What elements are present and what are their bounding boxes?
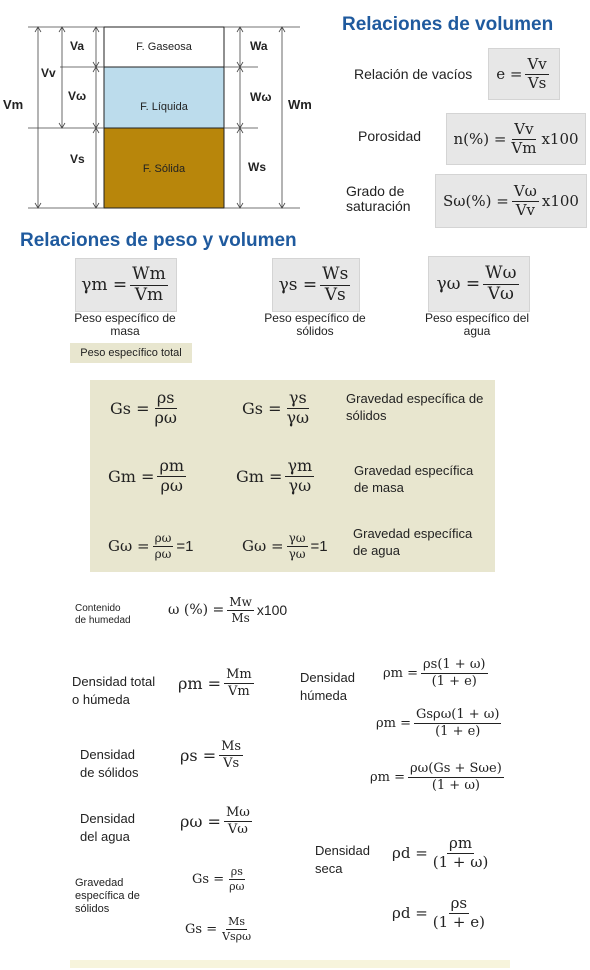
porosity-label: Porosidad (358, 128, 422, 144)
moisture-label-line1: Contenido (75, 603, 121, 614)
wa-label: Wa (250, 39, 268, 53)
vm-label: Vm (3, 97, 24, 112)
solids-density-label-line1: Densidad (80, 747, 135, 762)
gm-density-denominator: ρω (160, 475, 183, 495)
gm-weight-denominator: γω (288, 475, 312, 495)
gravity-solids-denominator-1: ρω (229, 879, 245, 893)
moisture-label (75, 603, 131, 627)
dry-density-label-line1: Densidad (315, 843, 370, 858)
gm-weight-formula (236, 458, 317, 495)
total-density-denominator: Vm (228, 683, 250, 699)
unit-weight-mass-lhs: γm = (81, 275, 128, 295)
specific-gravity-panel (90, 380, 495, 572)
total-density-formula (178, 668, 257, 698)
unit-weight-solids-lhs: γs = (278, 275, 318, 295)
bottom-highlight-strip (70, 960, 510, 968)
wet-density-denominator-1: (1 + e) (431, 673, 477, 689)
water-density-numerator: Mω (225, 805, 250, 820)
gm-weight-numerator: γm (287, 456, 313, 475)
dry-density-label (315, 842, 370, 878)
moisture-numerator: Mw (229, 595, 252, 609)
gm-density-numerator: ρm (159, 456, 185, 475)
ws-label: Ws (248, 160, 266, 174)
unit-weight-solids-formula (272, 258, 360, 312)
dry-density-numerator-1: ρm (449, 834, 473, 852)
wet-density-label-line1: Densidad (300, 670, 355, 685)
dry-density-lhs-1: ρd = (392, 844, 428, 863)
gravity-solids-lhs-1: Gs = (192, 871, 225, 887)
wet-density-label (300, 669, 355, 705)
weight-volume-title: Relaciones de peso y volumen (20, 230, 297, 251)
unit-weight-water-lhs: γω = (436, 274, 481, 294)
wet-density-numerator-3: ρω(Gs + Sωe) (410, 761, 502, 776)
dry-density-formula-1 (392, 836, 493, 871)
saturation-label-line1: Grado de (346, 183, 405, 199)
unit-weight-water-formula (428, 256, 530, 312)
gravity-solids-lhs-2: Gs = (185, 921, 218, 937)
gw-density-lhs: Gω = (108, 537, 150, 556)
gw-label-line2: de agua (353, 543, 400, 558)
unit-weight-mass-label (60, 312, 190, 338)
porosity-formula (446, 113, 586, 165)
gs-density-formula (110, 390, 182, 427)
unit-weight-mass-denominator: Vm (134, 284, 164, 305)
gravity-solids-label-line2: específica de (75, 890, 140, 902)
dry-density-formula-2 (392, 896, 490, 931)
unit-weight-water-denominator: Vω (487, 283, 514, 304)
dry-density-numerator-2: ρs (450, 894, 468, 912)
gs-weight-numerator: γs (288, 388, 307, 407)
wet-density-lhs-1: ρm = (383, 665, 418, 681)
dry-density-lhs-2: ρd = (392, 904, 428, 923)
unit-weight-mass-label-line2: masa (110, 324, 140, 338)
solids-density-label-line2: de sólidos (80, 765, 139, 780)
dry-density-label-line2: seca (315, 861, 343, 876)
liquid-phase-label: F. Líquida (140, 101, 188, 113)
water-density-label-line2: del agua (80, 829, 130, 844)
ww-label: Wω (250, 90, 272, 104)
saturation-numerator: Vω (513, 181, 537, 200)
gw-weight-denominator: γω (288, 546, 306, 561)
saturation-formula (435, 174, 587, 228)
moisture-tail: x100 (256, 602, 288, 619)
void-ratio-numerator: Vv (527, 54, 547, 73)
gw-weight-numerator: γω (288, 531, 306, 545)
gw-weight-tail: =1 (310, 537, 328, 555)
solids-density-denominator: Vs (223, 755, 240, 771)
unit-weight-mass-numerator: Wm (132, 263, 166, 284)
void-ratio-denominator: Vs (527, 73, 547, 92)
wet-density-lhs-2: ρm = (376, 715, 411, 731)
volume-relations-title: Relaciones de volumen (342, 14, 554, 35)
wet-density-numerator-1: ρs(1 + ω) (423, 657, 486, 672)
va-label: Va (70, 39, 85, 53)
gas-phase-label: F. Gaseosa (136, 41, 192, 53)
wm-label: Wm (288, 97, 312, 112)
gw-density-numerator: ρω (154, 531, 172, 545)
gw-label (353, 525, 472, 559)
unit-weight-mass-label-line1: Peso específico de (74, 311, 176, 325)
gw-density-formula (108, 532, 194, 560)
gm-label (354, 462, 473, 496)
gs-label-line2: sólidos (346, 408, 387, 423)
gravity-solids-denominator-2: Vsρω (222, 929, 252, 943)
void-ratio-label: Relación de vacíos (354, 66, 473, 82)
gravity-solids-label (75, 877, 140, 916)
gs-density-numerator: ρs (156, 388, 175, 407)
solids-density-numerator: Ms (221, 739, 242, 754)
solid-phase-label: F. Sólida (142, 163, 186, 175)
void-ratio-formula (488, 48, 560, 100)
saturation-label (346, 184, 411, 214)
gs-density-lhs: Gs = (110, 398, 150, 418)
water-density-label-line1: Densidad (80, 811, 135, 826)
water-density-lhs: ρω = (180, 811, 221, 831)
saturation-tail: x100 (541, 192, 579, 210)
solids-density-label (80, 746, 139, 782)
moisture-denominator: Ms (231, 610, 250, 625)
vw-label: Vω (68, 89, 87, 103)
saturation-lhs: Sω(%) = (443, 192, 509, 210)
vs-label: Vs (70, 152, 85, 166)
total-density-label-line1: Densidad total (72, 674, 156, 689)
wet-density-formula-2 (376, 708, 504, 738)
gm-label-line1: Gravedad específica (354, 463, 474, 478)
vv-label: Vv (41, 66, 56, 80)
porosity-numerator: Vv (514, 119, 534, 138)
water-density-denominator: Vω (227, 821, 248, 837)
gs-weight-lhs: Gs = (242, 398, 282, 418)
porosity-lhs: n(%) = (453, 130, 507, 148)
moisture-formula (168, 596, 287, 624)
gm-density-formula (108, 458, 189, 495)
gravity-solids-numerator-2: Ms (228, 915, 246, 928)
unit-weight-water-label (412, 312, 542, 338)
wet-density-lhs-3: ρm = (370, 769, 405, 785)
gravity-solids-label-line3: sólidos (75, 903, 110, 915)
unit-weight-solids-label-line2: sólidos (296, 324, 334, 338)
porosity-denominator: Vm (511, 138, 537, 157)
wet-density-formula-3 (370, 762, 507, 792)
moisture-lhs: ω (%) = (168, 602, 225, 619)
unit-weight-water-label-line2: agua (463, 324, 491, 338)
wet-density-numerator-2: Gsρω(1 + ω) (416, 707, 500, 722)
porosity-tail: x100 (541, 130, 579, 148)
gm-label-line2: de masa (354, 480, 404, 495)
gs-weight-formula (242, 390, 314, 427)
unit-weight-solids-label (250, 312, 380, 338)
gw-weight-lhs: Gω = (242, 537, 284, 556)
gm-weight-lhs: Gm = (236, 466, 283, 486)
unit-weight-solids-numerator: Ws (322, 263, 349, 284)
water-density-formula (180, 806, 255, 836)
water-density-label (80, 810, 135, 846)
wet-density-formula-1 (383, 658, 491, 688)
wet-density-label-line2: húmeda (300, 688, 347, 703)
total-unit-weight-tag: Peso específico total (70, 343, 192, 363)
gs-weight-denominator: γω (286, 407, 310, 427)
gs-density-denominator: ρω (154, 407, 177, 427)
gm-density-lhs: Gm = (108, 466, 155, 486)
total-density-label (72, 673, 155, 709)
unit-weight-water-label-line1: Peso específico del (424, 311, 530, 325)
gravity-solids-numerator-1: ρs (230, 865, 243, 878)
gw-weight-formula (242, 532, 328, 560)
total-density-label-line2: o húmeda (72, 692, 130, 707)
phase-diagram (0, 10, 320, 215)
total-density-lhs: ρm = (178, 673, 222, 693)
gravity-solids-formula-1 (192, 866, 250, 892)
gravity-solids-formula-2 (185, 916, 256, 942)
gw-density-denominator: ρω (154, 546, 172, 561)
gw-label-line1: Gravedad específica (353, 526, 473, 541)
void-ratio-lhs: e = (496, 65, 523, 83)
gw-density-tail: =1 (176, 537, 194, 555)
unit-weight-mass-formula (75, 258, 177, 312)
dry-density-denominator-1: (1 + ω) (432, 852, 489, 871)
total-density-numerator: Mm (226, 667, 252, 682)
dry-density-denominator-2: (1 + e) (432, 912, 485, 931)
saturation-denominator: Vv (515, 200, 535, 219)
unit-weight-solids-denominator: Vs (324, 284, 346, 305)
saturation-label-line2: saturación (346, 198, 411, 214)
unit-weight-water-numerator: Wω (485, 262, 517, 283)
wet-density-denominator-2: (1 + e) (435, 723, 481, 739)
wet-density-denominator-3: (1 + ω) (431, 777, 480, 793)
unit-weight-solids-label-line1: Peso específico de (264, 311, 366, 325)
gs-label-line1: Gravedad específica de (346, 391, 484, 406)
liquid-phase-block (104, 67, 224, 128)
gs-label (346, 390, 483, 424)
solids-density-formula (180, 740, 246, 770)
moisture-label-line2: de humedad (75, 615, 131, 626)
gravity-solids-label-line1: Gravedad (75, 877, 124, 889)
solids-density-lhs: ρs = (180, 745, 217, 765)
